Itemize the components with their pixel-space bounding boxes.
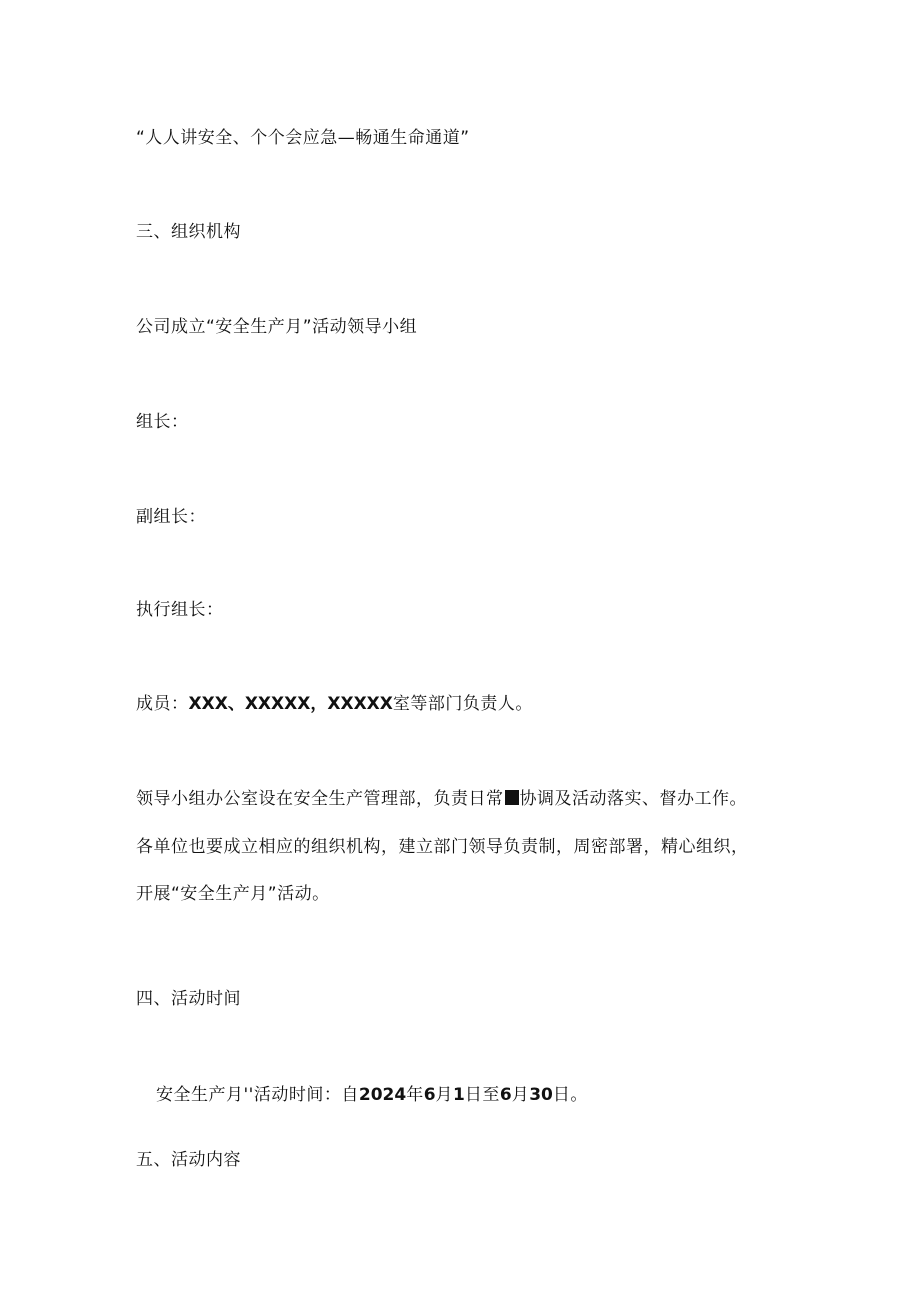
- leader-label: 组长：: [136, 412, 189, 432]
- end-text: 日。: [552, 1085, 588, 1105]
- activity-time-line: [156, 1083, 588, 1107]
- carry-out-line: 开展“安全生产月”活动。: [136, 884, 330, 904]
- start-month-value: 6: [423, 1085, 436, 1105]
- members-label: 成员：: [136, 694, 189, 714]
- units-line: 各单位也要成立相应的组织机构，建立部门领导负责制，周密部署，精心组织，: [136, 837, 749, 857]
- to-text: 日至: [464, 1085, 500, 1105]
- slogan-text: “人人讲安全、个个会应急—畅通生命通道”: [136, 128, 470, 148]
- deputy-leader-label: 副组长：: [136, 507, 206, 527]
- executive-leader-label: 执行组长：: [136, 600, 224, 620]
- month-unit-2: 月: [511, 1085, 530, 1105]
- end-month-value: 6: [499, 1085, 512, 1105]
- month-unit-1: 月: [435, 1085, 454, 1105]
- start-day-value: 1: [453, 1085, 465, 1105]
- section-heading-organization: 三、组织机构: [136, 222, 241, 242]
- members-line: [136, 692, 533, 716]
- end-day-value: 30: [529, 1085, 553, 1105]
- office-line: [136, 787, 747, 811]
- year-unit: 年: [406, 1085, 424, 1105]
- section-heading-content: 五、活动内容: [136, 1150, 241, 1170]
- members-names: XXX、XXXXX，XXXXX: [188, 694, 393, 714]
- redaction-block: [505, 790, 519, 805]
- members-suffix: 室等部门负责人。: [392, 694, 533, 714]
- office-text-part1: 领导小组办公室设在安全生产管理部，负责日常: [136, 789, 504, 809]
- office-text-part2: 协调及活动落实、督办工作。: [519, 789, 747, 809]
- section-heading-time: 四、活动时间: [136, 989, 241, 1009]
- year-value: 2024: [358, 1085, 407, 1105]
- time-prefix: 安全生产月''活动时间：自: [156, 1085, 359, 1105]
- leading-group-text: 公司成立“安全生产月”活动领导小组: [136, 317, 418, 337]
